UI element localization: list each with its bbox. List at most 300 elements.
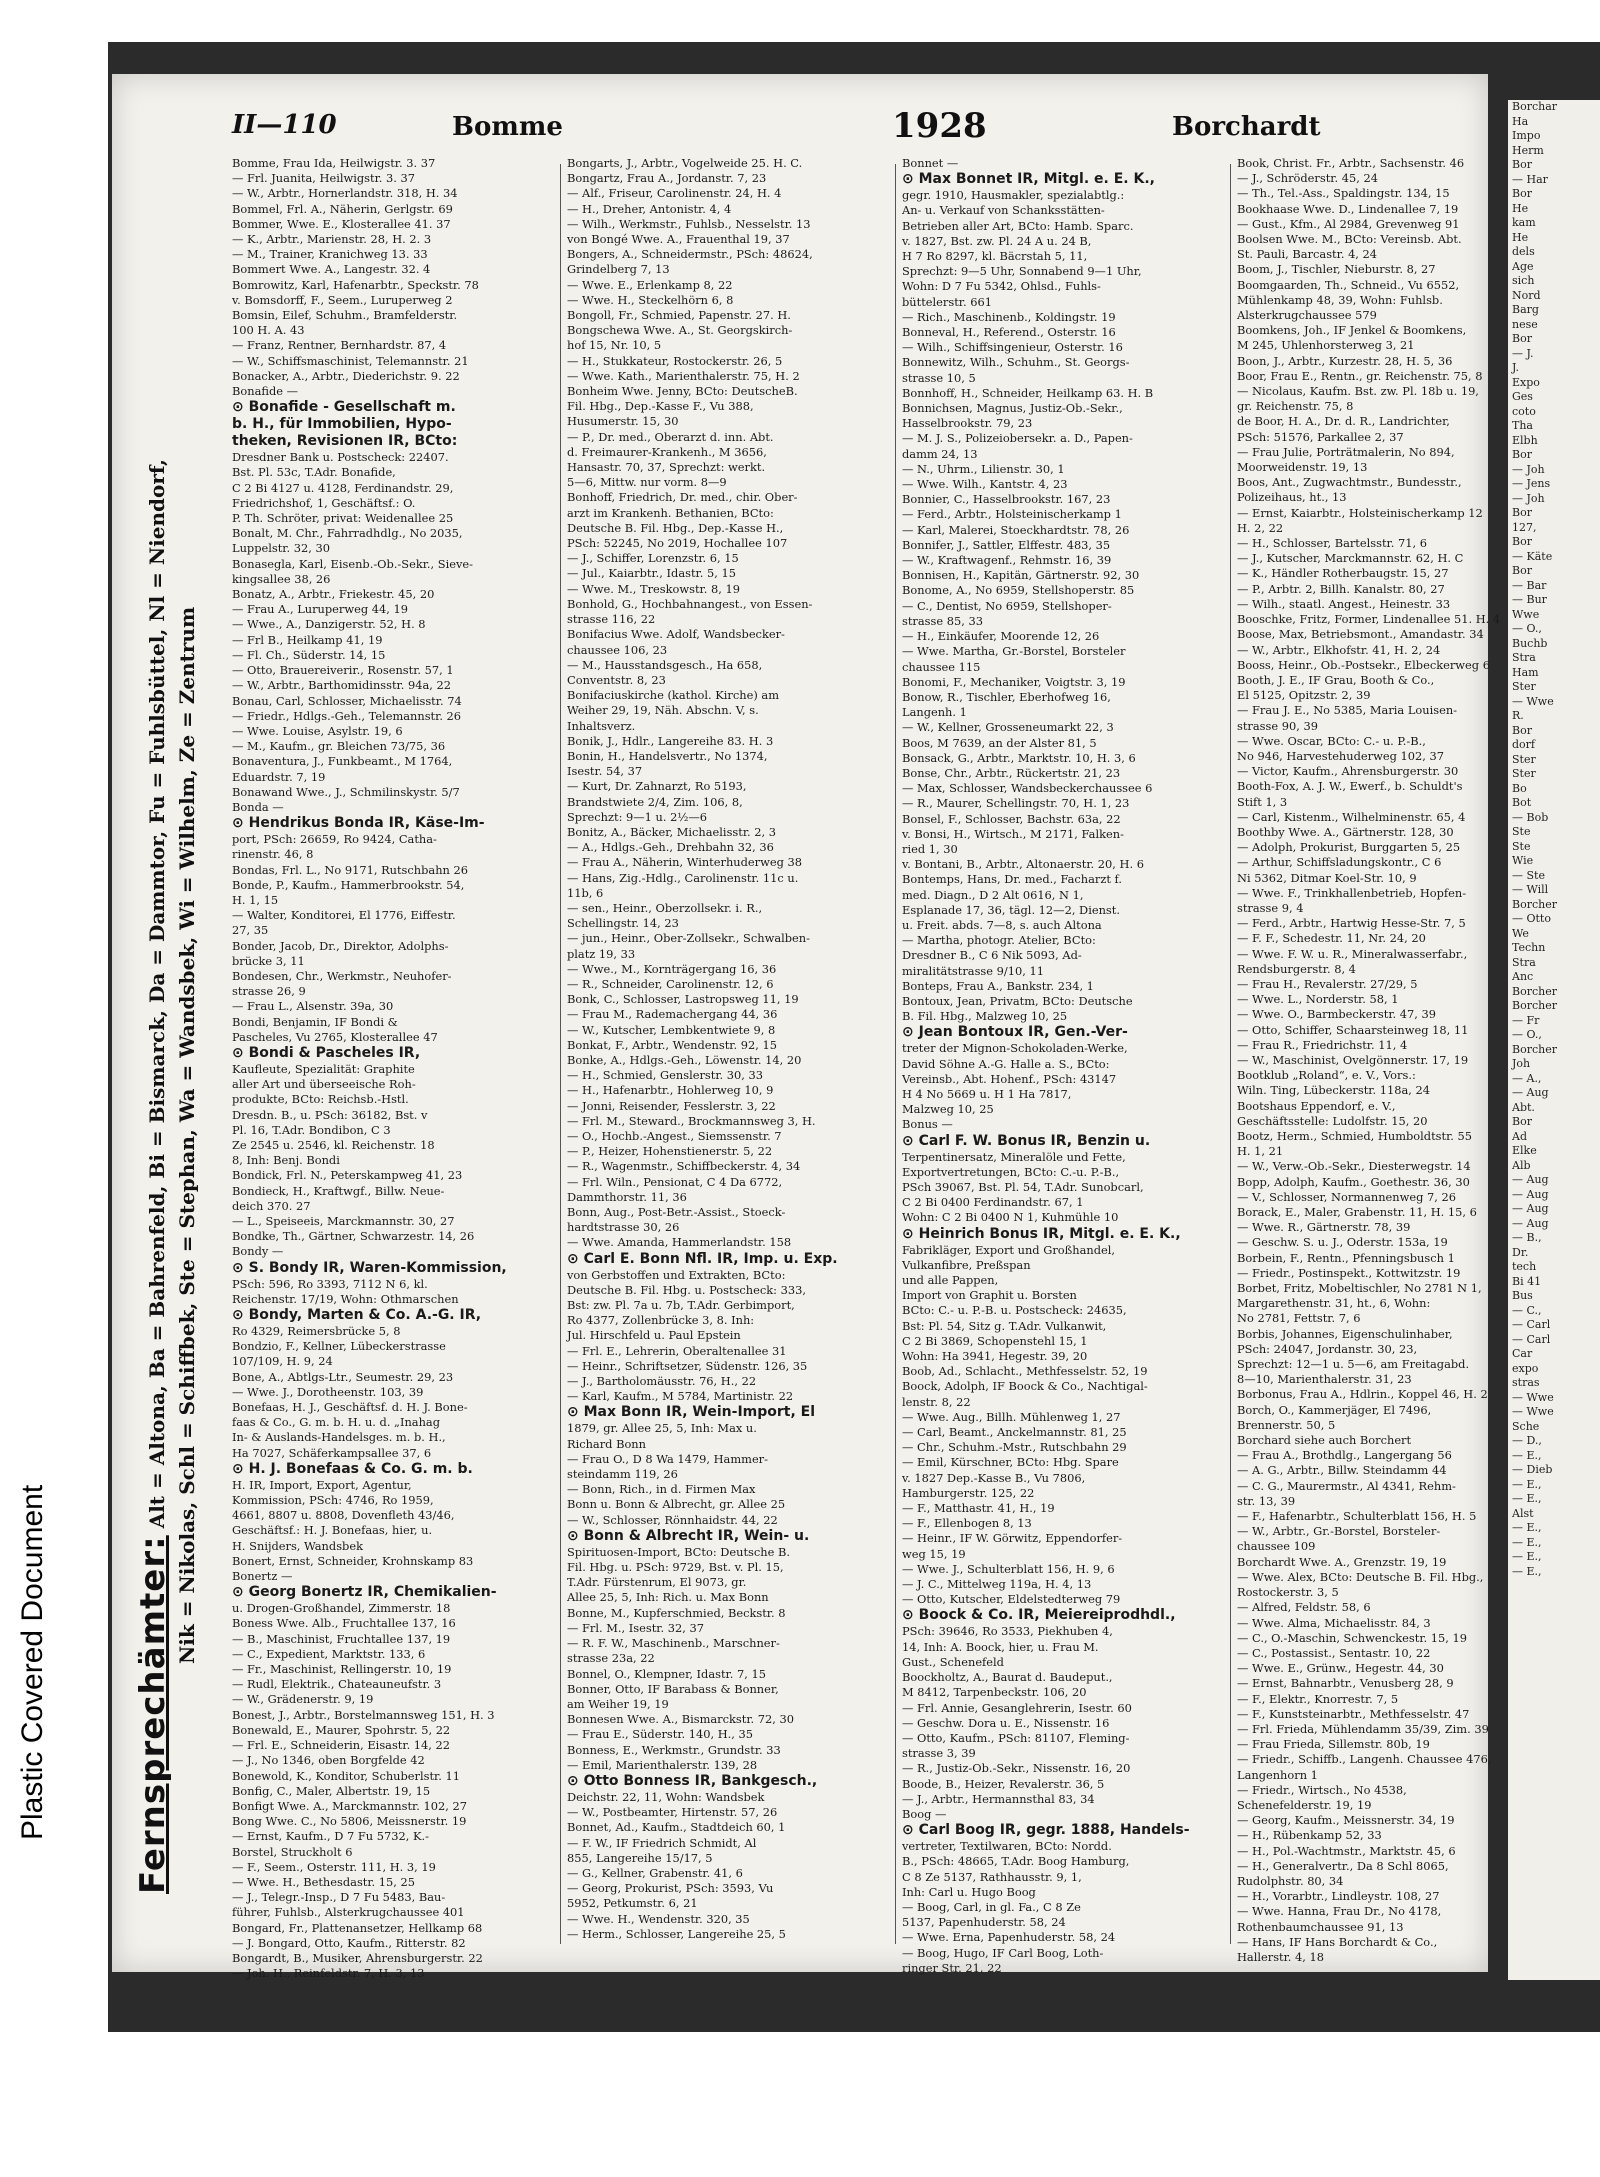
facing-page-fragment: Ges bbox=[1512, 390, 1533, 403]
directory-entry: Bondieck, H., Kraftwgf., Billw. Neue- bbox=[232, 1183, 445, 1198]
directory-entry: Dammthorstr. 11, 36 bbox=[567, 1189, 687, 1204]
directory-entry: 5—6, Mittw. nur vorm. 8—9 bbox=[567, 475, 727, 490]
directory-entry: — J., Schiffer, Lorenzstr. 6, 15 bbox=[567, 551, 739, 566]
directory-entry: 8, Inh: Benj. Bondi bbox=[232, 1153, 340, 1168]
directory-entry: Bongarts, J., Arbtr., Vogelweide 25. H. C. bbox=[567, 156, 803, 170]
facing-page-fragment: Car bbox=[1512, 1347, 1533, 1360]
facing-page-fragment: — O., bbox=[1512, 622, 1542, 635]
directory-entry: 100 H. A. 43 bbox=[232, 323, 305, 338]
directory-entry: — Karl, Malerei, Stoeckhardtstr. 78, 26 bbox=[902, 522, 1130, 537]
directory-entry: u. Drogen-Großhandel, Zimmerstr. 18 bbox=[232, 1601, 451, 1616]
directory-entry: — K., Arbtr., Marienstr. 28, H. 2. 3 bbox=[232, 232, 432, 247]
directory-entry: führer, Fuhlsb., Alsterkrugchaussee 401 bbox=[232, 1905, 465, 1920]
directory-entry: — Wwe. Aug., Billh. Mühlenweg 1, 27 bbox=[902, 1409, 1121, 1424]
facing-page-fragment: — E., bbox=[1512, 1564, 1542, 1578]
directory-entry: — M., Trainer, Kranichweg 13. 33 bbox=[232, 247, 428, 262]
directory-entry: Weiher 29, 19, Näh. Abschn. V, s. bbox=[567, 703, 759, 718]
facing-page-fragment: — E., bbox=[1512, 1535, 1542, 1549]
directory-entry: strasse 3, 39 bbox=[902, 1746, 976, 1761]
directory-entry: miralitätstrasse 9/10, 11 bbox=[902, 963, 1044, 978]
directory-entry: Bonnel, O., Klempner, Idastr. 7, 15 bbox=[567, 1666, 766, 1681]
directory-entry: Brandstwiete 2/4, Zim. 106, 8, bbox=[567, 794, 743, 809]
directory-entry: — Ferd., Arbtr., Hartwig Hesse-Str. 7, 5 bbox=[1237, 916, 1466, 931]
directory-entry: Bondas, Frl. L., No 9171, Rutschbahn 26 bbox=[232, 862, 468, 877]
directory-entry: Bondzio, F., Kellner, Lübeckerstrasse bbox=[232, 1339, 446, 1354]
directory-entry: v. 1827 Dep.-Kasse B., Vu 7806, bbox=[902, 1470, 1086, 1485]
directory-entry: — Fr., Maschinist, Rellingerstr. 10, 19 bbox=[232, 1662, 452, 1677]
directory-entry: Jul. Hirschfeld u. Paul Epstein bbox=[567, 1328, 741, 1343]
directory-entry: — Th., Tel.-Ass., Spaldingstr. 134, 15 bbox=[1237, 186, 1450, 201]
directory-entry: Bonfig, C., Maler, Albertstr. 19, 15 bbox=[232, 1783, 431, 1798]
facing-page-fragment: Tha bbox=[1512, 419, 1533, 432]
directory-entry: — J., No 1346, oben Borgfelde 42 bbox=[232, 1753, 425, 1768]
directory-entry: hardtstrasse 30, 26 bbox=[567, 1220, 680, 1235]
directory-entry: — Gust., Kfm., Al 2984, Grevenweg 91 bbox=[1237, 216, 1460, 231]
directory-entry: — Karl, Kaufm., M 5784, Martinistr. 22 bbox=[567, 1389, 794, 1404]
directory-entry: und alle Pappen, bbox=[902, 1273, 999, 1288]
facing-page-fragment: Expo bbox=[1512, 375, 1540, 389]
directory-entry: — W., Arbtr., Hornerlandstr. 318, H. 34 bbox=[232, 186, 458, 201]
directory-entry: Bonawand Wwe., J., Schmilinskystr. 5/7 bbox=[232, 784, 460, 799]
directory-entry: — Frau R., Friedrichstr. 11, 4 bbox=[1237, 1037, 1408, 1052]
directory-entry: — C., Postassist., Sentastr. 10, 22 bbox=[1237, 1645, 1431, 1660]
directory-entry: strasse 116, 22 bbox=[567, 612, 656, 627]
directory-entry: — Heinr., IF W. Görwitz, Eppendorfer- bbox=[902, 1531, 1123, 1546]
directory-entry: Bonin, H., Handelsvertr., No 1374, bbox=[567, 748, 768, 763]
directory-entry: — C., O.-Maschin, Schwenckestr. 15, 19 bbox=[1237, 1630, 1468, 1645]
directory-entry: vertreter, Textilwaren, BCto: Nordd. bbox=[902, 1839, 1112, 1854]
directory-entry: — Fl. Ch., Süderstr. 14, 15 bbox=[232, 647, 386, 662]
directory-entry: Ze 2545 u. 2546, kl. Reichenstr. 18 bbox=[232, 1137, 435, 1152]
directory-entry: — Frl. M., Isestr. 32, 37 bbox=[567, 1620, 704, 1635]
directory-entry: Fil. Hbg. u. PSch: 9729, Bst. v. Pl. 15, bbox=[567, 1560, 784, 1575]
directory-entry: ⊙ Heinrich Bonus IR, Mitgl. e. E. K., bbox=[902, 1225, 1181, 1242]
directory-entry: Bonnifer, J., Sattler, Elffestr. 483, 35 bbox=[902, 537, 1111, 552]
directory-entry: St. Pauli, Barcastr. 4, 24 bbox=[1237, 247, 1378, 262]
directory-entry: Import von Graphit u. Borsten bbox=[902, 1288, 1077, 1303]
directory-entry: — Wwe. Erna, Papenhuderstr. 58, 24 bbox=[902, 1930, 1116, 1945]
facing-page-fragment: nese bbox=[1512, 317, 1538, 331]
directory-entry: — Martha, photogr. Atelier, BCto: bbox=[902, 933, 1096, 948]
directory-entry: Bonau, Carl, Schlosser, Michaelisstr. 74 bbox=[232, 693, 462, 708]
column-divider bbox=[1230, 164, 1231, 1944]
directory-entry: — Emil, Marienthalerstr. 139, 28 bbox=[567, 1757, 758, 1772]
directory-entry: v. 1827, Bst. zw. Pl. 24 A u. 24 B, bbox=[902, 233, 1092, 248]
directory-entry: C 2 Bi 0400 Ferdinandstr. 67, 1 bbox=[902, 1195, 1084, 1210]
directory-entry: strasse 9, 4 bbox=[1237, 900, 1304, 915]
directory-entry: Bondick, Frl. N., Peterskampweg 41, 23 bbox=[232, 1168, 463, 1183]
facing-page-fragment: Elke bbox=[1512, 1144, 1537, 1157]
directory-entry: Dresdner B., C 6 Nik 5093, Ad- bbox=[902, 948, 1082, 963]
directory-entry: — Frl B., Heilkamp 41, 19 bbox=[232, 632, 383, 647]
directory-entry: Bonteps, Frau A., Bankstr. 234, 1 bbox=[902, 978, 1094, 993]
directory-entry: — J., Bartholomäusstr. 76, H., 22 bbox=[567, 1374, 757, 1389]
directory-entry: — Wwe. Kath., Marienthalerstr. 75, H. 2 bbox=[567, 368, 800, 383]
directory-entry: — Geschw. S. u. J., Oderstr. 153a, 19 bbox=[1237, 1235, 1448, 1250]
directory-entry: H. 1, 15 bbox=[232, 892, 279, 907]
directory-entry: — Wwe., M., Kornträgergang 16, 36 bbox=[567, 961, 777, 976]
directory-entry: lenstr. 8, 22 bbox=[902, 1394, 971, 1409]
directory-entry: 855, Langereihe 15/17, 5 bbox=[567, 1850, 713, 1865]
directory-entry: Bong Wwe. C., No 5806, Meissnerstr. 19 bbox=[232, 1814, 467, 1829]
directory-entry: Kommission, PSch: 4746, Ro 1959, bbox=[232, 1493, 434, 1508]
directory-entry: ⊙ Carl E. Bonn Nfl. IR, Imp. u. Exp. bbox=[567, 1250, 838, 1267]
directory-entry: Bonnewitz, Wilh., Schuhm., St. Georgs- bbox=[902, 355, 1130, 370]
directory-entry: Spirituosen-Import, BCto: Deutsche B. bbox=[567, 1544, 790, 1559]
directory-entry: Bst. Pl. 53c, T.Adr. Bonafide, bbox=[232, 465, 396, 480]
directory-entry: v. Bontani, B., Arbtr., Altonaerstr. 20, H. 6 bbox=[902, 857, 1144, 872]
facing-page-fragment: Alst bbox=[1512, 1506, 1534, 1520]
directory-entry: Langenhorn 1 bbox=[1237, 1767, 1318, 1782]
directory-entry: Bondesen, Chr., Werkmstr., Neuhofer- bbox=[232, 968, 452, 983]
facing-page-fragment: tech bbox=[1512, 1260, 1537, 1273]
directory-entry: Bongers, A., Schneidermstr., PSch: 48624, bbox=[567, 247, 813, 262]
directory-entry: strasse 90, 39 bbox=[1237, 718, 1318, 733]
directory-entry: — Nicolaus, Kaufm. Bst. zw. Pl. 18b u. 19, bbox=[1237, 384, 1479, 399]
directory-entry: Boockholtz, A., Baurat d. Baudeput., bbox=[902, 1670, 1113, 1685]
directory-entry: — Frl. M., Steward., Brockmannsweg 3, H. bbox=[567, 1113, 816, 1128]
facing-page-fragment: — Will bbox=[1512, 883, 1549, 896]
directory-entry: — Wwe. J., Dorotheenstr. 103, 39 bbox=[232, 1384, 424, 1399]
directory-column-3 bbox=[902, 156, 1224, 1975]
directory-entry: Bonaventura, J., Funkbeamt., M 1764, bbox=[232, 754, 453, 769]
directory-entry: Terpentinersatz, Mineralöle und Fette, bbox=[902, 1149, 1126, 1164]
directory-entry: — Bonn, Rich., in d. Firmen Max bbox=[567, 1482, 756, 1497]
directory-entry: H. IR, Import, Export, Agentur, bbox=[232, 1477, 412, 1492]
directory-entry: Ni 5362, Ditmar Koel-Str. 10, 9 bbox=[1237, 870, 1417, 885]
column-divider bbox=[895, 164, 896, 1944]
directory-entry: ⊙ Hendrikus Bonda IR, Käse-Im- bbox=[232, 815, 485, 832]
directory-entry: Bongartz, Frau A., Jordanstr. 7, 23 bbox=[567, 171, 767, 186]
directory-entry: Bonn u. Bonn & Albrecht, gr. Allee 25 bbox=[567, 1497, 786, 1512]
directory-entry: str. 13, 39 bbox=[1237, 1493, 1296, 1508]
directory-entry: — Chr., Schuhm.-Mstr., Rutschbahn 29 bbox=[902, 1440, 1127, 1455]
directory-entry: Boness Wwe. Alb., Fruchtallee 137, 16 bbox=[232, 1616, 456, 1631]
directory-entry: Bonome, A., No 6959, Stellshoperstr. 85 bbox=[902, 583, 1135, 598]
directory-entry: M 8412, Tarpenbeckstr. 106, 20 bbox=[902, 1685, 1087, 1700]
directory-entry: — Wwe. O., Barmbeckerstr. 47, 39 bbox=[1237, 1007, 1436, 1022]
directory-entry: Vereinsb., Abt. Hohenf., PSch: 43147 bbox=[902, 1071, 1117, 1086]
directory-entry: Bonert, Ernst, Schneider, Krohnskamp 83 bbox=[232, 1553, 474, 1568]
directory-entry: — Wwe. F. W. u. R., Mineralwasserfabr., bbox=[1237, 946, 1468, 961]
directory-entry: Bondke, Th., Gärtner, Schwarzestr. 14, 26 bbox=[232, 1229, 475, 1244]
directory-entry: — Arthur, Schiffsladungskontr., C 6 bbox=[1237, 855, 1442, 870]
directory-entry: Booss, Heinr., Ob.-Postsekr., Elbeckerweg 6 bbox=[1237, 657, 1490, 672]
directory-entry: platz 19, 33 bbox=[567, 946, 636, 961]
directory-entry: — Wwe. H., Steckelhörn 6, 8 bbox=[567, 292, 734, 307]
directory-entry: ⊙ Bonafide - Gesellschaft m. bbox=[232, 399, 456, 416]
directory-entry: Bonheim Wwe. Jenny, BCto: DeutscheB. bbox=[567, 384, 798, 399]
directory-entry: — Hans, Zig.-Hdlg., Carolinenstr. 11c u. bbox=[567, 870, 799, 885]
facing-page-fragment: Impo bbox=[1512, 129, 1541, 142]
facing-page-fragment: dorf bbox=[1512, 738, 1535, 751]
directory-entry: 5952, Petkumstr. 6, 21 bbox=[567, 1896, 698, 1911]
directory-entry: — Wwe. H., Bethesdastr. 15, 25 bbox=[232, 1874, 416, 1889]
facing-page-fragment: Ster bbox=[1512, 767, 1536, 780]
directory-entry: Bongard, Fr., Plattenansetzer, Hellkamp 68 bbox=[232, 1920, 483, 1935]
directory-entry: — M., Kaufm., gr. Bleichen 73/75, 36 bbox=[232, 739, 446, 754]
directory-entry: v. Bomsdorff, F., Seem., Luruperweg 2 bbox=[232, 292, 453, 307]
directory-entry: Conventstr. 8, 23 bbox=[567, 672, 666, 687]
directory-entry: — W., Postbeamter, Hirtenstr. 57, 26 bbox=[567, 1805, 778, 1820]
facing-page-edge bbox=[1508, 100, 1600, 1980]
directory-entry: Boor, Frau E., Rentn., gr. Reichenstr. 75, 8 bbox=[1237, 368, 1483, 383]
directory-entry: Bonhoff, Friedrich, Dr. med., chir. Ober- bbox=[567, 490, 798, 505]
directory-entry: arzt im Krankenh. Bethanien, BCto: bbox=[567, 505, 774, 520]
directory-entry: — F. W., IF Friedrich Schmidt, Al bbox=[567, 1835, 757, 1850]
facing-page-fragment: — Aug bbox=[1512, 1173, 1549, 1186]
directory-entry: Borchard siehe auch Borchert bbox=[1237, 1433, 1412, 1448]
directory-entry: Bootshaus Eppendorf, e. V., bbox=[1237, 1098, 1396, 1113]
directory-entry: Bonne, M., Kupferschmied, Beckstr. 8 bbox=[567, 1605, 786, 1620]
directory-entry: — Wwe. Amanda, Hammerlandstr. 158 bbox=[567, 1235, 792, 1250]
directory-entry: port, PSch: 26659, Ro 9424, Catha- bbox=[232, 832, 437, 847]
directory-entry: strasse 23a, 22 bbox=[567, 1651, 655, 1666]
facing-page-fragment: — Bar bbox=[1512, 578, 1547, 592]
directory-entry: von Gerbstoffen und Extrakten, BCto: bbox=[567, 1267, 786, 1282]
facing-page-fragment: J. bbox=[1512, 361, 1520, 374]
facing-page-fragment: He bbox=[1512, 230, 1529, 244]
directory-entry: Bonefaas, H. J., Geschäftsf. d. H. J. Bone- bbox=[232, 1400, 468, 1415]
directory-entry: Boom, J., Tischler, Nieburstr. 8, 27 bbox=[1237, 262, 1436, 277]
directory-entry: — N., Uhrm., Lilienstr. 30, 1 bbox=[902, 461, 1065, 476]
facing-page-fragment: — Käte bbox=[1512, 549, 1553, 563]
directory-entry: ried 1, 30 bbox=[902, 841, 958, 856]
directory-entry: — C., Expedient, Marktstr. 133, 6 bbox=[232, 1646, 426, 1661]
year-label: 1928 bbox=[892, 106, 987, 146]
directory-entry: — P., Dr. med., Oberarzt d. inn. Abt. bbox=[567, 429, 774, 444]
directory-entry: Bonest, J., Arbtr., Borstelmannsweg 151, H. 3 bbox=[232, 1707, 495, 1722]
directory-entry: Wiln. Ting, Lübeckerstr. 118a, 24 bbox=[1237, 1083, 1431, 1098]
directory-entry: brücke 3, 11 bbox=[232, 953, 305, 968]
facing-page-fragment: coto bbox=[1512, 404, 1536, 418]
directory-entry: Rendsburgerstr. 8, 4 bbox=[1237, 961, 1356, 976]
directory-entry: — A. G., Arbtr., Billw. Steindamm 44 bbox=[1237, 1463, 1447, 1478]
directory-entry: Booth, J. E., IF Grau, Booth & Co., bbox=[1237, 672, 1435, 687]
directory-entry: strasse 85, 33 bbox=[902, 613, 983, 628]
directory-entry: — W., Maschinist, Ovelgönnerstr. 17, 19 bbox=[1237, 1052, 1469, 1067]
directory-entry: Brennerstr. 50, 5 bbox=[1237, 1417, 1336, 1432]
directory-entry: Rostockerstr. 3, 5 bbox=[1237, 1585, 1339, 1600]
directory-entry: — Wilh., Werkmstr., Fuhlsb., Nesselstr. 13 bbox=[567, 216, 811, 231]
directory-entry: Borack, E., Maler, Grabenstr. 11, H. 15, 6 bbox=[1237, 1205, 1477, 1220]
directory-entry: Bomrowitz, Karl, Hafenarbtr., Speckstr. 78 bbox=[232, 277, 479, 292]
facing-page-fragment: — Wwe bbox=[1512, 694, 1554, 708]
directory-entry: Bonfigt Wwe. A., Marckmannstr. 102, 27 bbox=[232, 1798, 467, 1813]
directory-entry: — Wwe. Hanna, Frau Dr., No 4178, bbox=[1237, 1904, 1442, 1919]
facing-page-fragment: 127, bbox=[1512, 520, 1537, 534]
facing-page-fragment: Ste bbox=[1512, 839, 1531, 853]
directory-entry: — Ernst, Bahnarbtr., Venusberg 28, 9 bbox=[1237, 1676, 1454, 1691]
directory-entry: — H., Einkäufer, Moorende 12, 26 bbox=[902, 629, 1100, 644]
directory-entry: Wohn: Ha 3941, Hegestr. 39, 20 bbox=[902, 1349, 1088, 1364]
directory-entry: Bootz, Herm., Schmied, Humboldtstr. 55 bbox=[1237, 1129, 1473, 1143]
directory-entry: de Boor, H. A., Dr. d. R., Landrichter, bbox=[1237, 414, 1450, 429]
directory-entry: 107/109, H. 9, 24 bbox=[232, 1354, 333, 1369]
directory-entry: — F., Elektr., Knorrestr. 7, 5 bbox=[1237, 1691, 1399, 1706]
directory-entry: — H., Schmied, Genslerstr. 30, 33 bbox=[567, 1068, 763, 1083]
directory-entry: — Wwe. J., Schulterblatt 156, H. 9, 6 bbox=[902, 1561, 1115, 1576]
directory-entry: Inhaltsverz. bbox=[567, 718, 636, 733]
directory-entry: M 245, Uhlenhorsterweg 3, 21 bbox=[1237, 338, 1415, 353]
directory-entry: 4661, 8807 u. 8808, Dovenfleth 43/46, bbox=[232, 1508, 455, 1523]
directory-entry: H. 2, 22 bbox=[1237, 520, 1284, 535]
directory-entry: — Frl. Frieda, Mühlendamm 35/39, Zim. 39 bbox=[1237, 1721, 1489, 1736]
directory-entry: — H., Vorarbtr., Lindleystr. 108, 27 bbox=[1237, 1889, 1440, 1904]
directory-entry: — H., Pol.-Wachtmstr., Marktstr. 45, 6 bbox=[1237, 1843, 1456, 1858]
facing-page-fragment: Bor bbox=[1512, 332, 1532, 345]
directory-entry: — Boog, Carl, in gl. Fa., C 8 Ze bbox=[902, 1899, 1081, 1914]
directory-entry: — Rich., Maschinenb., Koldingstr. 19 bbox=[902, 309, 1116, 324]
directory-entry: — W., Schiffsmaschinist, Telemannstr. 21 bbox=[232, 353, 469, 368]
directory-entry: Moorweidenstr. 19, 13 bbox=[1237, 460, 1368, 475]
directory-entry: — F., Seem., Osterstr. 111, H. 3, 19 bbox=[232, 1859, 436, 1874]
directory-entry: Schellingstr. 14, 23 bbox=[567, 916, 679, 931]
directory-entry: — W., Grädenerstr. 9, 19 bbox=[232, 1692, 374, 1707]
directory-entry: — Frl. Juanita, Heilwigstr. 3. 37 bbox=[232, 171, 416, 186]
directory-entry: — Hans, IF Hans Borchardt & Co., bbox=[1237, 1934, 1438, 1949]
facing-page-fragment: — Ste bbox=[1512, 868, 1545, 882]
directory-entry: — W., Arbtr., Barthomidinsstr. 94a, 22 bbox=[232, 678, 451, 693]
directory-entry: Bonke, A., Hdlgs.-Geh., Löwenstr. 14, 20 bbox=[567, 1052, 802, 1067]
facing-page-fragment: Borcher bbox=[1512, 897, 1557, 911]
directory-entry: — Ernst, Kaiarbtr., Holsteinischerkamp 12 bbox=[1237, 505, 1483, 520]
directory-entry: — P., Heizer, Hohenstienerstr. 5, 22 bbox=[567, 1144, 773, 1159]
directory-entry: ⊙ Carl Boog IR, gegr. 1888, Handels- bbox=[902, 1822, 1190, 1839]
directory-entry: — Wwe. Martha, Gr.-Borstel, Borsteler bbox=[902, 644, 1126, 659]
facing-page-fragment: Alb bbox=[1512, 1158, 1531, 1172]
directory-entry: — Frau E., Süderstr. 140, H., 35 bbox=[567, 1727, 754, 1742]
directory-entry: ⊙ Carl F. W. Bonus IR, Benzin u. bbox=[902, 1132, 1151, 1149]
directory-entry: — Wwe. L., Norderstr. 58, 1 bbox=[1237, 992, 1399, 1007]
directory-entry: — Carl, Kistenm., Wilhelminenstr. 65, 4 bbox=[1237, 809, 1466, 824]
facing-page-fragment: Anc bbox=[1512, 970, 1534, 983]
directory-entry: — Frl. E., Lehrerin, Oberaltenallee 31 bbox=[567, 1343, 787, 1358]
directory-entry: — R., Schneider, Carolinenstr. 12, 6 bbox=[567, 976, 774, 991]
facing-page-fragment: R. bbox=[1512, 709, 1524, 722]
directory-entry: — M., Hausstandsgesch., Ha 658, bbox=[567, 657, 763, 672]
facing-page-fragment: Borcher bbox=[1512, 999, 1557, 1012]
directory-entry: Dresdn. B., u. PSch: 36182, Bst. v bbox=[232, 1107, 428, 1122]
directory-entry: — Frl. E., Schneiderin, Eisastr. 14, 22 bbox=[232, 1738, 451, 1753]
facing-page-fragment: — O., bbox=[1512, 1028, 1542, 1041]
facing-page-fragment: Bor bbox=[1512, 448, 1532, 461]
directory-entry: — Boog, Hugo, IF Carl Boog, Loth- bbox=[902, 1945, 1104, 1960]
directory-entry: Bommel, Frl. A., Näherin, Gerlgstr. 69 bbox=[232, 201, 453, 216]
directory-entry: büttelerstr. 661 bbox=[902, 294, 992, 309]
facing-page-fragment: — Aug bbox=[1512, 1216, 1549, 1230]
directory-entry: ⊙ Georg Bonertz IR, Chemikalien- bbox=[232, 1584, 497, 1601]
directory-entry: hof 15, Nr. 10, 5 bbox=[567, 338, 662, 353]
directory-entry: Bonneval, H., Referend., Osterstr. 16 bbox=[902, 325, 1116, 340]
directory-entry: Boos, Ant., Zugwachtmstr., Bundesstr., bbox=[1237, 475, 1462, 490]
directory-entry: — W., Arbtr., Gr.-Borstel, Borsteler- bbox=[1237, 1524, 1441, 1539]
facing-page-fragment: — Bur bbox=[1512, 593, 1547, 606]
directory-entry: — Wwe. E., Grünw., Hegestr. 44, 30 bbox=[1237, 1661, 1444, 1676]
directory-entry: — M. J. S., Polizeiobersekr. a. D., Papen- bbox=[902, 431, 1133, 446]
facing-page-fragment: Bot bbox=[1512, 796, 1532, 809]
directory-entry: Boothby Wwe. A., Gärtnerstr. 128, 30 bbox=[1237, 824, 1454, 839]
directory-entry: ⊙ Max Bonnet IR, Mitgl. e. E. K., bbox=[902, 171, 1155, 188]
facing-page-fragment: — Aug bbox=[1512, 1086, 1549, 1099]
directory-entry: Eduardstr. 7, 19 bbox=[232, 769, 326, 784]
facing-page-fragment: Bus bbox=[1512, 1289, 1533, 1302]
facing-page-fragment: Borchar bbox=[1512, 100, 1558, 113]
legend-line-1: Alt = Altona, Ba = Bahrenfeld, Bi = Bismarck, Da = Dammtor, Fu = Fuhlsbüttel, Nl = Niendorf, bbox=[145, 459, 169, 1529]
directory-entry: No 946, Harvestehuderweg 102, 37 bbox=[1237, 748, 1444, 763]
directory-entry: Deutsche B. Fil. Hbg., Dep.-Kasse H., bbox=[567, 520, 784, 535]
facing-page-fragment: Borcher bbox=[1512, 984, 1557, 998]
directory-entry: strasse 26, 9 bbox=[232, 984, 306, 999]
directory-entry: Bootklub „Roland“, e. V., Vors.: bbox=[1237, 1068, 1416, 1083]
directory-entry: Deutsche B. Fil. Hbg. u. Postscheck: 333, bbox=[567, 1282, 806, 1297]
directory-entry: — K., Händler Rotherbaugstr. 15, 27 bbox=[1237, 566, 1449, 581]
directory-entry: ⊙ Otto Bonness IR, Bankgesch., bbox=[567, 1772, 818, 1789]
directory-entry: Bondy — bbox=[232, 1244, 284, 1259]
directory-entry: — Frl. Wiln., Pensionat, C 4 Da 6772, bbox=[567, 1174, 783, 1189]
directory-entry: — W., Kutscher, Lembkentwiete 9, 8 bbox=[567, 1022, 776, 1037]
directory-entry: Wohn: D 7 Fu 5342, Ohlsd., Fuhls- bbox=[902, 279, 1101, 294]
directory-entry: Bookhaase Wwe. D., Lindenallee 7, 19 bbox=[1237, 201, 1459, 216]
directory-entry: Bonnet, Ad., Kaufm., Stadtdeich 60, 1 bbox=[567, 1820, 786, 1835]
directory-entry: Ha 7027, Schäferkampsallee 37, 6 bbox=[232, 1445, 432, 1460]
directory-entry: P. Th. Schröter, privat: Weidenallee 25 bbox=[232, 511, 454, 526]
facing-page-fragment: — E., bbox=[1512, 1492, 1542, 1505]
directory-entry: ringer Str. 21, 22 bbox=[902, 1960, 1002, 1975]
directory-entry: — H., Generalvertr., Da 8 Schl 8065, bbox=[1237, 1858, 1449, 1873]
directory-entry: — Carl, Beamt., Anckelmannstr. 81, 25 bbox=[902, 1425, 1127, 1440]
facing-page-fragment: — Otto bbox=[1512, 912, 1551, 925]
directory-entry: Boomgaarden, Th., Schneid., Vu 6552, bbox=[1237, 277, 1460, 292]
directory-entry: Bongardt, B., Musiker, Ahrensburgerstr. 22 bbox=[232, 1950, 483, 1965]
directory-entry: Hansastr. 70, 37, Sprechzt: werkt. bbox=[567, 460, 766, 475]
directory-entry: H 4 No 5669 u. H 1 Ha 7817, bbox=[902, 1086, 1072, 1101]
directory-entry: ⊙ Bondy, Marten & Co. A.-G. IR, bbox=[232, 1307, 482, 1324]
directory-entry: — B., Maschinist, Fruchtallee 137, 19 bbox=[232, 1631, 451, 1646]
facing-page-fragment: Bor bbox=[1512, 564, 1532, 577]
directory-entry: Boob, Ad., Schlacht., Methfesselstr. 52, 19 bbox=[902, 1364, 1148, 1379]
directory-entry: — Max, Schlosser, Wandsbeckerchaussee 6 bbox=[902, 781, 1153, 796]
facing-page-fragment: — Bob bbox=[1512, 810, 1549, 824]
directory-entry: Pl. 16, T.Adr. Bondibon, C 3 bbox=[232, 1122, 391, 1137]
directory-entry: Inh: Carl u. Hugo Boog bbox=[902, 1884, 1036, 1899]
directory-entry: Bonewold, K., Konditor, Schuberlstr. 11 bbox=[232, 1768, 460, 1783]
directory-entry: ⊙ Boock & Co. IR, Meiereiprodhdl., bbox=[902, 1607, 1176, 1624]
directory-entry: — C., Dentist, No 6959, Stellshoper- bbox=[902, 598, 1112, 613]
directory-entry: Exportvertretungen, BCto: C.-u. P.-B., bbox=[902, 1164, 1120, 1179]
directory-entry: Booschke, Fritz, Former, Lindenallee 51. H. 4 bbox=[1237, 612, 1501, 627]
legend-title: Fernsprechämter: bbox=[133, 1535, 173, 1894]
directory-entry: B. Fil. Hbg., Malzweg 10, 25 bbox=[902, 1009, 1068, 1024]
directory-entry: Bonsel, F., Schlosser, Bachstr. 63a, 22 bbox=[902, 811, 1121, 826]
directory-entry: — F. F., Schedestr. 11, Nr. 24, 20 bbox=[1237, 931, 1426, 946]
directory-entry: PSch: 596, Ro 3393, 7112 N 6, kl. bbox=[232, 1276, 428, 1291]
directory-entry: — Ernst, Kaufm., D 7 Fu 5732, K.- bbox=[232, 1829, 429, 1844]
directory-entry: — H., Hafenarbtr., Hohlerweg 10, 9 bbox=[567, 1083, 774, 1098]
directory-entry: Booth-Fox, A. J. W., Ewerf., b. Schuldt's bbox=[1237, 779, 1463, 794]
facing-page-fragment: Ste bbox=[1512, 825, 1531, 838]
directory-entry: Ro 4329, Reimersbrücke 5, 8 bbox=[232, 1324, 401, 1339]
directory-entry: — Friedr., Hdlgs.-Geh., Telemannstr. 26 bbox=[232, 708, 462, 723]
directory-entry: Borstel, Struckholt 6 bbox=[232, 1844, 353, 1859]
facing-page-fragment: Stra bbox=[1512, 955, 1536, 969]
directory-entry: Vulkanfibre, Preßspan bbox=[902, 1257, 1031, 1272]
directory-entry: T.Adr. Fürstenrum, El 9073, gr. bbox=[567, 1575, 747, 1590]
directory-entry: Pascheles, Vu 2765, Klosterallee 47 bbox=[232, 1029, 438, 1044]
directory-entry: — Herm., Schlosser, Langereihe 25, 5 bbox=[567, 1926, 786, 1941]
directory-entry: H. 1, 21 bbox=[1237, 1144, 1284, 1159]
directory-entry: — Frau Frieda, Sillemstr. 80b, 19 bbox=[1237, 1737, 1430, 1752]
